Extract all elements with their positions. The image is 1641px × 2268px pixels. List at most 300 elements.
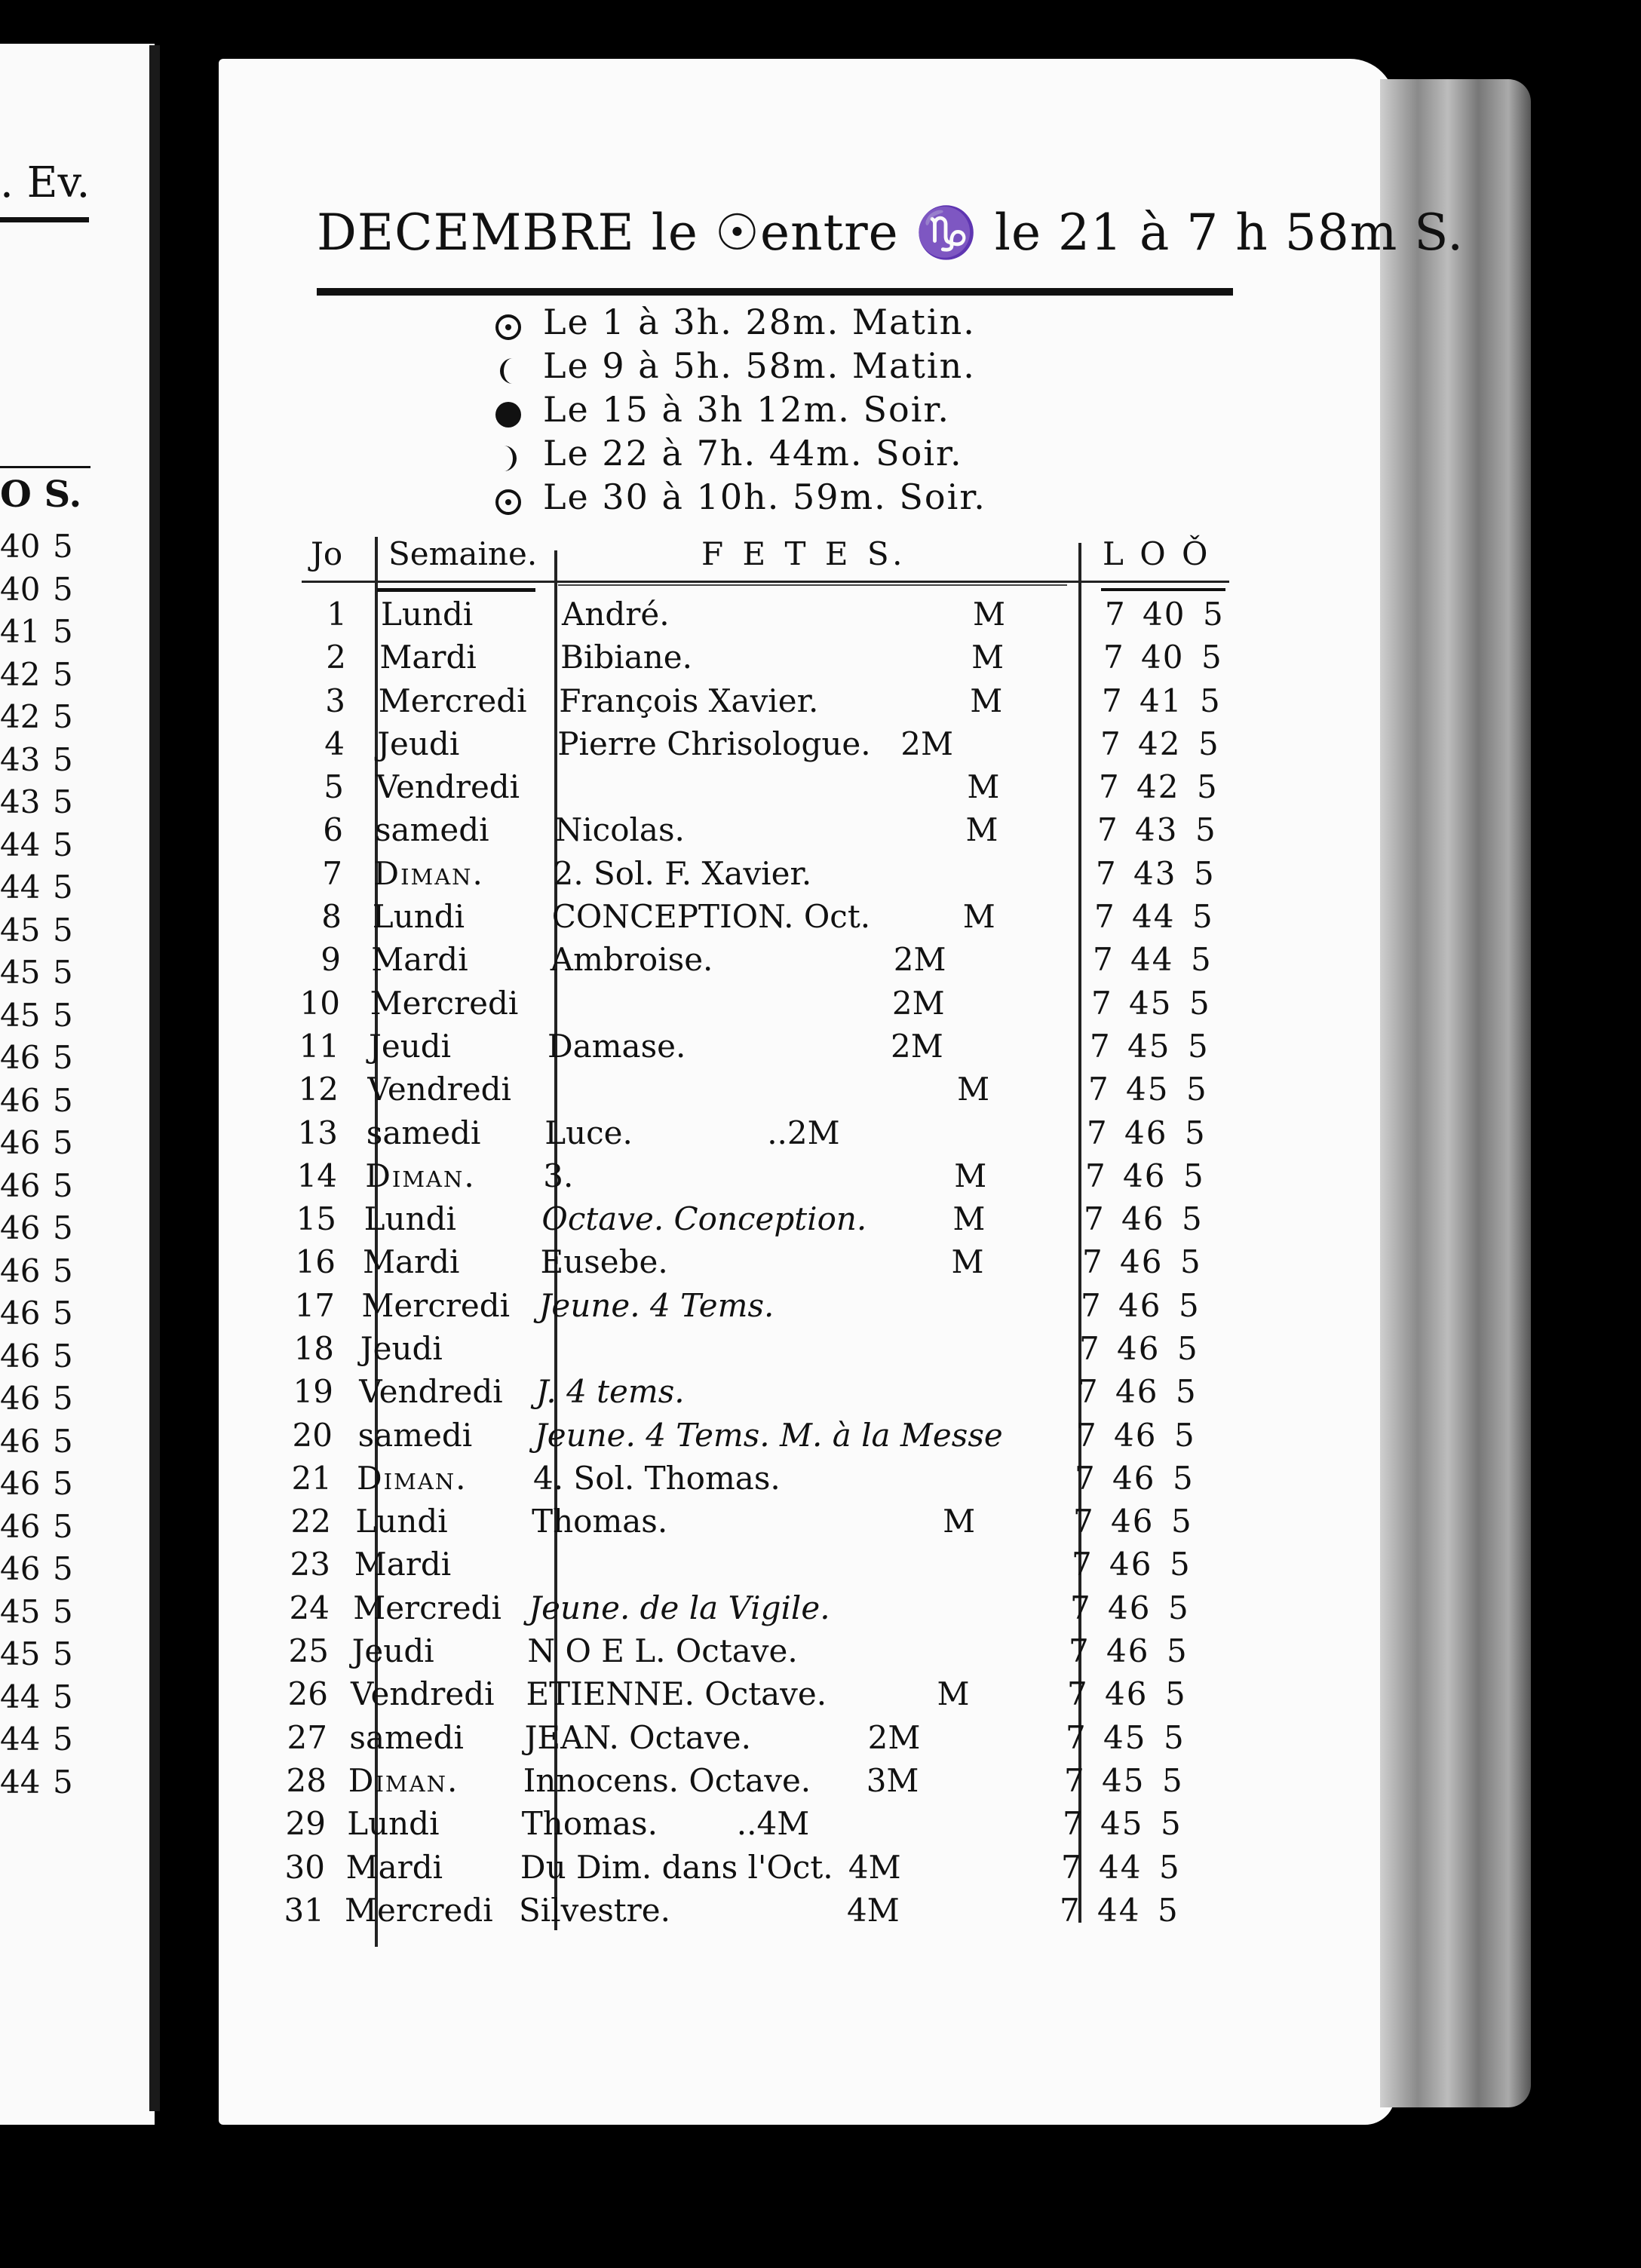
moon-phase-line <box>490 477 986 517</box>
weekday: Mardi <box>379 639 477 676</box>
mass-count: 2M <box>893 941 946 979</box>
left-row-minutes: 44 <box>0 869 41 906</box>
left-row-minutes: 45 <box>0 954 41 991</box>
day-number: 3 <box>325 682 345 719</box>
feast-name: Thomas. <box>521 1805 658 1843</box>
mass-count: M <box>970 682 1003 719</box>
left-row-set: 5 <box>53 1039 73 1076</box>
left-row-set: 5 <box>53 1337 73 1375</box>
left-row-minutes: 41 <box>0 613 41 650</box>
feast-name: Jeune. 4 Tems. <box>538 1286 774 1324</box>
day-number: 18 <box>293 1330 334 1367</box>
table-row <box>0 985 1282 1028</box>
table-row <box>0 855 1282 898</box>
sunrise-hour: 7 <box>1060 1891 1083 1929</box>
sunset-hour: 5 <box>1185 1114 1205 1151</box>
sunset-hour: 5 <box>1174 1416 1195 1454</box>
table-row <box>0 1762 1282 1805</box>
left-row-set: 5 <box>53 613 73 650</box>
sunrise-minutes: 46 <box>1114 1416 1158 1454</box>
day-number: 30 <box>284 1848 325 1886</box>
weekday: Diman. <box>365 1157 476 1194</box>
table-row <box>0 1675 1282 1718</box>
month-title <box>317 204 1464 262</box>
sunrise-minutes: 46 <box>1106 1632 1150 1670</box>
sunrise-hour: 7 <box>1085 1157 1109 1194</box>
feast-name: Du Dim. dans l'Oct. <box>520 1848 833 1886</box>
sunrise-hour: 7 <box>1082 1243 1106 1281</box>
sunrise-hour: 7 <box>1066 1718 1089 1756</box>
sunrise-hour: 7 <box>1105 596 1128 633</box>
sunrise-hour: 7 <box>1102 682 1125 719</box>
sunrise-minutes: 45 <box>1100 1805 1144 1843</box>
feast-name: J. 4 tems. <box>535 1373 685 1411</box>
sunset-hour: 5 <box>1164 1718 1184 1756</box>
sunset-hour: 5 <box>1171 1503 1192 1540</box>
mass-count: 2M <box>867 1718 921 1756</box>
table-row <box>0 1546 1282 1589</box>
weekday: Jeudi <box>369 1027 452 1065</box>
feast-name: Octave. Conception. <box>541 1200 867 1238</box>
left-row-set: 5 <box>53 1124 73 1161</box>
sunset-hour: 5 <box>1186 1071 1207 1108</box>
weekday: Vendredi <box>376 768 520 806</box>
day-number: 11 <box>299 1027 339 1065</box>
table-row <box>0 639 1282 682</box>
day-number: 24 <box>289 1589 330 1626</box>
month-name: DECEMBRE <box>317 204 635 262</box>
sunset-hour: 5 <box>1182 1200 1202 1238</box>
table-row <box>0 1071 1282 1114</box>
sunset-hour: 5 <box>1189 984 1210 1022</box>
feast-name: 3. <box>543 1157 574 1194</box>
weekday: Mardi <box>363 1243 460 1281</box>
mass-count: 4M <box>847 1891 900 1929</box>
feast-name: Innocens. Octave. <box>523 1761 811 1799</box>
sunrise-minutes: 43 <box>1133 854 1177 892</box>
weekday: Vendredi <box>359 1373 503 1411</box>
left-row-minutes: 46 <box>0 1166 41 1204</box>
feast-name: Jeune. de la Vigile. <box>529 1589 830 1626</box>
left-row-set: 5 <box>53 1763 73 1801</box>
mass-count: 4M <box>848 1848 901 1886</box>
day-number: 12 <box>298 1071 339 1108</box>
left-row-minutes: 42 <box>0 698 41 735</box>
sunset-hour: 5 <box>1179 1286 1199 1324</box>
left-row-minutes: 44 <box>0 826 41 863</box>
moon-phase-line <box>490 389 950 430</box>
table-row <box>0 768 1282 811</box>
sunrise-minutes: 43 <box>1135 811 1179 849</box>
day-number: 2 <box>326 639 346 676</box>
left-header-rule <box>0 217 89 222</box>
mass-count: M <box>965 811 998 849</box>
sunset-hour: 5 <box>1161 1805 1181 1843</box>
left-row-minutes: 43 <box>0 783 41 820</box>
sunrise-minutes: 45 <box>1127 1027 1171 1065</box>
feast-name: Damase. <box>548 1027 686 1065</box>
left-row-minutes: 46 <box>0 1209 41 1246</box>
left-row-set: 5 <box>53 1295 73 1332</box>
mass-count: M <box>962 898 995 936</box>
sunrise-hour: 7 <box>1103 639 1127 676</box>
feast-name: Bibiane. <box>560 639 693 676</box>
sunrise-minutes: 46 <box>1123 1157 1167 1194</box>
table-row <box>0 1373 1282 1416</box>
table-top-rule <box>302 581 1229 583</box>
moon-phase-line <box>490 302 976 342</box>
weekday: samedi <box>357 1416 473 1454</box>
day-number: 13 <box>297 1114 338 1151</box>
sunset-hour: 5 <box>1197 768 1217 806</box>
left-row-minutes: 46 <box>0 1337 41 1375</box>
left-row-set: 5 <box>53 1380 73 1417</box>
left-row-set: 5 <box>53 1550 73 1587</box>
sunrise-hour: 7 <box>1069 1632 1092 1670</box>
header-fetes: F E T E S. <box>701 535 907 572</box>
table-row <box>0 941 1282 984</box>
feast-name: André. <box>562 596 670 633</box>
feast-name: 4. Sol. Thomas. <box>533 1459 781 1497</box>
mass-count: M <box>937 1675 970 1713</box>
table-row <box>0 725 1282 768</box>
day-number: 6 <box>323 811 343 849</box>
day-number: 20 <box>292 1416 333 1454</box>
left-header-fragment: . Ev. <box>0 158 90 207</box>
sunset-hour: 5 <box>1183 1157 1204 1194</box>
moon-phase-line <box>490 433 963 474</box>
sunrise-hour: 7 <box>1061 1848 1084 1886</box>
sunrise-minutes: 45 <box>1126 1071 1170 1108</box>
sunset-hour: 5 <box>1168 1589 1189 1626</box>
left-row-minutes: 44 <box>0 1678 41 1715</box>
mass-count: M <box>954 1157 987 1194</box>
table-row <box>0 1028 1282 1071</box>
sunrise-hour: 7 <box>1088 1071 1112 1108</box>
sunrise-hour: 7 <box>1075 1459 1098 1497</box>
left-row-set: 5 <box>53 1209 73 1246</box>
sunrise-minutes: 46 <box>1112 1459 1156 1497</box>
first-quarter-icon <box>490 441 526 471</box>
left-row-set: 5 <box>53 1465 73 1502</box>
sunset-hour: 5 <box>1200 682 1220 719</box>
feast-name: François Xavier. <box>559 682 819 719</box>
title-rest: le ☉entre ♑ le 21 à 7 h 58m S. <box>634 204 1465 262</box>
left-row-minutes: 46 <box>0 1124 41 1161</box>
weekday: samedi <box>366 1114 481 1151</box>
table-row <box>0 1157 1282 1200</box>
left-row-set: 5 <box>53 954 73 991</box>
weekday: Lundi <box>381 596 474 633</box>
sunrise-minutes: 46 <box>1108 1589 1152 1626</box>
left-row-minutes: 40 <box>0 528 41 565</box>
left-row-set: 5 <box>53 1252 73 1289</box>
feast-name: Pierre Chrisologue. <box>557 725 871 762</box>
sunrise-minutes: 46 <box>1121 1200 1165 1238</box>
left-row-set: 5 <box>53 996 73 1034</box>
weekday: Mercredi <box>378 682 527 719</box>
sunset-hour: 5 <box>1203 596 1223 633</box>
left-row-minutes: 43 <box>0 740 41 778</box>
weekday: Lundi <box>355 1503 448 1540</box>
sunrise-hour: 7 <box>1090 1027 1113 1065</box>
sunrise-minutes: 45 <box>1103 1718 1147 1756</box>
left-row-set: 5 <box>53 1166 73 1204</box>
left-row-minutes: 46 <box>0 1507 41 1545</box>
weekday: Mercredi <box>345 1891 493 1929</box>
sunrise-minutes: 46 <box>1118 1286 1162 1324</box>
semaine-rule <box>377 588 535 592</box>
table-row <box>0 1589 1282 1632</box>
weekday: Diman. <box>357 1459 468 1497</box>
day-number: 22 <box>290 1503 331 1540</box>
sunset-hour: 5 <box>1191 941 1211 979</box>
left-column-rule <box>0 466 90 468</box>
weekday: Vendredi <box>351 1675 495 1713</box>
day-number: 25 <box>288 1632 329 1670</box>
sunset-hour: 5 <box>1177 1330 1198 1367</box>
day-number: 21 <box>291 1459 332 1497</box>
sunrise-minutes: 45 <box>1102 1761 1146 1799</box>
left-row-set: 5 <box>53 1678 73 1715</box>
weekday: Mercredi <box>370 984 519 1022</box>
sunrise-minutes: 40 <box>1143 596 1186 633</box>
feast-name: ETIENNE. Octave. <box>526 1675 827 1713</box>
left-row-minutes: 44 <box>0 1763 41 1801</box>
feast-name: Ambroise. <box>550 941 713 979</box>
sunrise-hour: 7 <box>1100 725 1124 762</box>
left-row-set: 5 <box>53 1081 73 1119</box>
left-row-minutes: 42 <box>0 655 41 693</box>
moon-phase-text: Le 15 à 3h 12m. Soir. <box>543 389 950 430</box>
left-row-set: 5 <box>53 1635 73 1672</box>
feast-name: Jeune. 4 Tems. M. à la Messe <box>534 1416 1003 1454</box>
moon-phase-text: Le 22 à 7h. 44m. Soir. <box>543 433 963 474</box>
table-row <box>0 682 1282 725</box>
day-number: 31 <box>284 1891 324 1929</box>
sunrise-minutes: 46 <box>1124 1114 1168 1151</box>
left-row-minutes: 46 <box>0 1550 41 1587</box>
sunrise-hour: 7 <box>1094 898 1118 936</box>
sunrise-minutes: 42 <box>1138 725 1182 762</box>
sunset-hour: 5 <box>1173 1459 1193 1497</box>
moon-phase-text: Le 30 à 10h. 59m. Soir. <box>543 477 986 517</box>
left-row-set: 5 <box>53 1721 73 1758</box>
table-row <box>0 1719 1282 1762</box>
sunset-hour: 5 <box>1159 1848 1179 1886</box>
left-row-minutes: 46 <box>0 1039 41 1076</box>
day-number: 14 <box>296 1157 337 1194</box>
fetes-rule <box>558 584 1067 586</box>
left-row-set: 5 <box>53 698 73 735</box>
table-row <box>0 1460 1282 1503</box>
left-row-set: 5 <box>53 911 73 949</box>
day-number: 10 <box>299 984 340 1022</box>
left-row-set: 5 <box>53 740 73 778</box>
left-row-minutes: 46 <box>0 1081 41 1119</box>
sunrise-hour: 7 <box>1093 941 1116 979</box>
sunset-hour: 5 <box>1176 1373 1196 1411</box>
sunset-hour: 5 <box>1165 1675 1186 1713</box>
moon-phase-text: Le 1 à 3h. 28m. Matin. <box>543 302 976 342</box>
title-rule <box>317 288 1233 296</box>
page-edges <box>1380 79 1531 2107</box>
sunset-hour: 5 <box>1198 725 1219 762</box>
sunrise-hour: 7 <box>1091 984 1115 1022</box>
mass-count: M <box>943 1503 976 1540</box>
sunrise-minutes: 46 <box>1105 1675 1149 1713</box>
mass-count: 2M <box>891 984 945 1022</box>
table-row <box>0 1287 1282 1330</box>
table-row <box>0 1417 1282 1460</box>
table-row <box>0 1330 1282 1373</box>
feast-name: CONCEPTION. Oct. <box>551 898 871 936</box>
table-row <box>0 1849 1282 1892</box>
weekday: Mercredi <box>361 1286 511 1324</box>
left-row-minutes: 40 <box>0 570 41 608</box>
left-row-set: 5 <box>53 1507 73 1545</box>
table-row <box>0 1503 1282 1546</box>
table-row <box>0 1632 1282 1675</box>
day-number: 7 <box>322 854 342 892</box>
sunrise-hour: 7 <box>1063 1805 1086 1843</box>
table-row <box>0 596 1282 639</box>
left-column-header: O S. <box>0 474 82 516</box>
sunset-hour: 5 <box>1180 1243 1201 1281</box>
weekday: Mardi <box>354 1546 452 1583</box>
day-number: 9 <box>321 941 341 979</box>
full-moon-icon <box>490 310 526 340</box>
day-number: 23 <box>290 1546 330 1583</box>
weekday: Diman. <box>373 854 484 892</box>
left-row-minutes: 44 <box>0 1721 41 1758</box>
sunrise-hour: 7 <box>1081 1286 1104 1324</box>
mass-count: 3M <box>866 1761 919 1799</box>
sunrise-minutes: 45 <box>1129 984 1173 1022</box>
sunrise-hour: 7 <box>1070 1589 1093 1626</box>
sunrise-hour: 7 <box>1079 1330 1103 1367</box>
feast-name: Luce. <box>544 1114 633 1151</box>
sunrise-minutes: 44 <box>1132 898 1176 936</box>
sunrise-minutes: 46 <box>1111 1503 1155 1540</box>
weekday: Vendredi <box>367 1071 511 1108</box>
sunset-hour: 5 <box>1192 898 1213 936</box>
weekday: Lundi <box>372 898 465 936</box>
feast-name: Nicolas. <box>554 811 685 849</box>
mass-count: M <box>957 1071 990 1108</box>
left-row-minutes: 45 <box>0 1635 41 1672</box>
mass-count: M <box>952 1200 986 1238</box>
feast-name: Silvestre. <box>519 1891 670 1929</box>
weekday: Diman. <box>348 1761 459 1799</box>
table-row <box>0 1114 1282 1157</box>
day-number: 5 <box>324 768 344 806</box>
sunrise-hour: 7 <box>1064 1761 1087 1799</box>
left-row-minutes: 46 <box>0 1380 41 1417</box>
header-jours: Jo <box>311 535 343 572</box>
table-row <box>0 1892 1282 1935</box>
moon-phase-line <box>490 345 976 386</box>
mass-count: ..2M <box>767 1114 840 1151</box>
left-row-minutes: 46 <box>0 1465 41 1502</box>
weekday: Mardi <box>345 1848 443 1886</box>
day-number: 8 <box>321 898 342 936</box>
day-number: 28 <box>286 1761 327 1799</box>
weekday: samedi <box>349 1718 464 1756</box>
sunrise-hour: 7 <box>1078 1373 1101 1411</box>
sunset-hour: 5 <box>1158 1891 1178 1929</box>
weekday: Jeudi <box>360 1330 443 1367</box>
weekday: Lundi <box>363 1200 456 1238</box>
sunrise-minutes: 44 <box>1130 941 1174 979</box>
sunrise-hour: 7 <box>1076 1416 1100 1454</box>
sunrise-minutes: 46 <box>1115 1373 1159 1411</box>
mass-count: M <box>971 639 1005 676</box>
left-row-set: 5 <box>53 783 73 820</box>
moon-phase-text: Le 9 à 5h. 58m. Matin. <box>543 345 976 386</box>
sunrise-hour: 7 <box>1072 1546 1095 1583</box>
day-number: 16 <box>295 1243 336 1281</box>
sunrise-minutes: 41 <box>1139 682 1183 719</box>
weekday: Jeudi <box>377 725 460 762</box>
sunrise-hour: 7 <box>1073 1503 1097 1540</box>
sunrise-hour: 7 <box>1067 1675 1090 1713</box>
sunrise-minutes: 46 <box>1109 1546 1153 1583</box>
header-semaine: Semaine. <box>388 535 538 572</box>
day-number: 26 <box>287 1675 328 1713</box>
weekday: Jeudi <box>351 1632 434 1670</box>
header-lever: L O Ǒ <box>1103 535 1211 572</box>
feast-name: N O E L. Octave. <box>527 1632 798 1670</box>
left-row <box>0 528 73 565</box>
sunrise-minutes: 46 <box>1117 1330 1161 1367</box>
sunrise-hour: 7 <box>1096 854 1119 892</box>
sunset-hour: 5 <box>1170 1546 1190 1583</box>
left-row-set: 5 <box>53 655 73 693</box>
day-number: 4 <box>324 725 345 762</box>
day-number: 15 <box>296 1200 336 1238</box>
left-row-set: 5 <box>53 1592 73 1630</box>
table-row <box>0 898 1282 941</box>
new-moon-icon <box>490 397 526 428</box>
sunset-hour: 5 <box>1194 854 1214 892</box>
left-row-minutes: 46 <box>0 1295 41 1332</box>
sunrise-hour: 7 <box>1097 811 1121 849</box>
mass-count: 2M <box>891 1027 943 1065</box>
weekday: samedi <box>375 811 489 849</box>
left-row-set: 5 <box>53 1422 73 1460</box>
sunrise-minutes: 44 <box>1099 1848 1143 1886</box>
day-number: 27 <box>287 1718 327 1756</box>
left-row-minutes: 46 <box>0 1422 41 1460</box>
table-row <box>0 1243 1282 1286</box>
sunset-hour: 5 <box>1188 1027 1208 1065</box>
mass-count: 2M <box>900 725 954 762</box>
feast-name: JEAN. Octave. <box>524 1718 751 1756</box>
day-number: 29 <box>285 1805 326 1843</box>
sunrise-hour: 7 <box>1099 768 1122 806</box>
left-row-minutes: 45 <box>0 1592 41 1630</box>
table-row <box>0 1805 1282 1848</box>
day-number: 1 <box>327 596 347 633</box>
left-row-minutes: 45 <box>0 911 41 949</box>
weekday: Mercredi <box>353 1589 502 1626</box>
left-row-set: 5 <box>53 528 73 565</box>
sunrise-minutes: 44 <box>1097 1891 1141 1929</box>
mass-count: M <box>967 768 1000 806</box>
mass-count: M <box>951 1243 984 1281</box>
sunrise-hour: 7 <box>1087 1114 1110 1151</box>
